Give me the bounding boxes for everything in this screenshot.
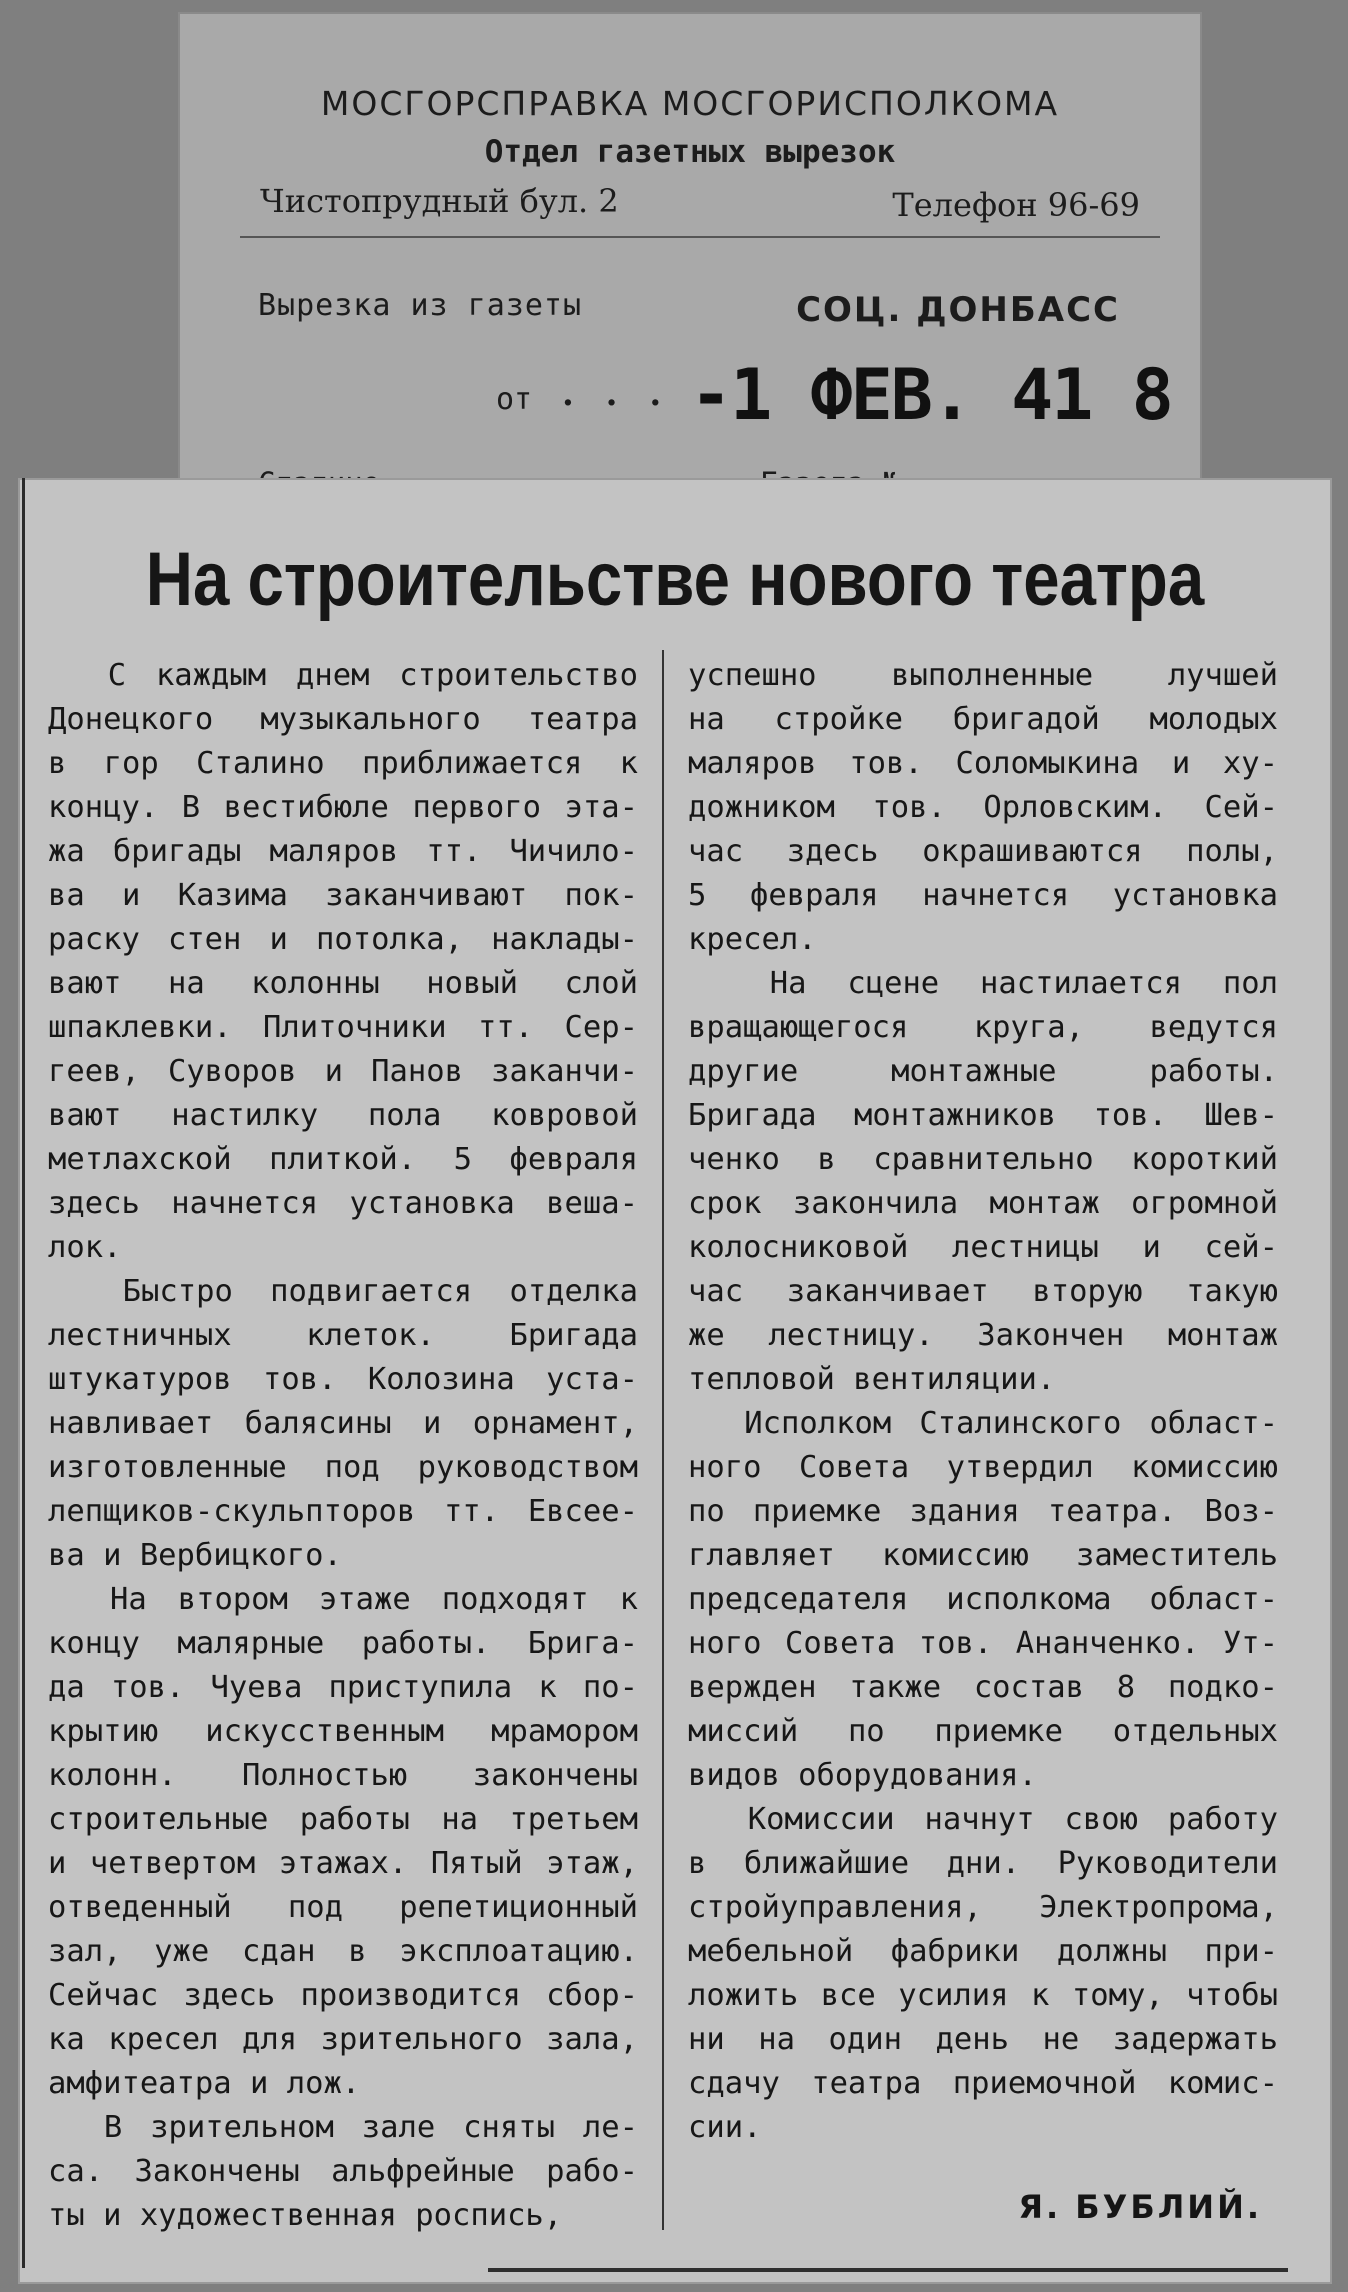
- article-line: сдачу театра приемочной комис-: [688, 2066, 1278, 2101]
- article-line: ченко в сравнительно короткий: [688, 1142, 1278, 1177]
- clipping-edge-rule: [22, 478, 25, 2268]
- article-line: да тов. Чуева приступила к по-: [48, 1670, 638, 1705]
- article-line: и четвертом этажах. Пятый этаж,: [48, 1846, 638, 1881]
- article-line: Бригада монтажников тов. Шев-: [688, 1098, 1278, 1133]
- article-line: ного Совета утвердил комиссию: [688, 1450, 1278, 1485]
- article-line: здесь начнется установка веша-: [48, 1186, 638, 1221]
- article-line: ни на один день не задержать: [688, 2022, 1278, 2057]
- bottom-rule: [488, 2268, 1288, 2272]
- article-line: амфитеатра и лож.: [48, 2066, 361, 2101]
- article-line: в гор Сталино приближается к: [48, 746, 638, 781]
- article-line: Сейчас здесь производится сбор-: [48, 1978, 638, 2013]
- department-name: Отдел газетных вырезок: [484, 134, 896, 170]
- article-line: крытию искусственным мрамором: [48, 1714, 638, 1749]
- article-line: дожником тов. Орловским. Сей-: [688, 790, 1278, 825]
- article-line: вают на колонны новый слой: [48, 966, 638, 1001]
- article-line: в ближайшие дни. Руководители: [688, 1846, 1278, 1881]
- article-line: метлахской плиткой. 5 февраля: [48, 1142, 638, 1177]
- article-line: колонн. Полностью закончены: [48, 1758, 638, 1793]
- date-stamp: -1 ФЕВ. 41 8: [690, 354, 1172, 436]
- article-line: ного Совета тов. Ананченко. Ут-: [688, 1626, 1278, 1661]
- article-line: другие монтажные работы.: [688, 1054, 1278, 1089]
- article-line: вращающегося круга, ведутся: [688, 1010, 1278, 1045]
- date-label: от: [496, 382, 533, 417]
- article-line: председателя исполкома област-: [688, 1582, 1278, 1617]
- article-line: срок закончила монтаж огромной: [688, 1186, 1278, 1221]
- article-line: колосниковой лестницы и сей-: [688, 1230, 1278, 1265]
- article-line: стройуправления, Электропрома,: [688, 1890, 1278, 1925]
- newspaper-name: СОЦ. ДОНБАСС: [796, 290, 1120, 330]
- article-line: миссий по приемке отдельных: [688, 1714, 1278, 1749]
- article-line: строительные работы на третьем: [48, 1802, 638, 1837]
- article-line: видов оборудования.: [688, 1758, 1037, 1793]
- article-line: геев, Суворов и Панов заканчи-: [48, 1054, 638, 1089]
- article-line: ложить все усилия к тому, чтобы: [688, 1978, 1278, 2013]
- article-line: штукатуров тов. Колозина уста-: [48, 1362, 638, 1397]
- article-line: шпаклевки. Плиточники тт. Сер-: [48, 1010, 638, 1045]
- article-line: На втором этаже подходят к: [48, 1582, 638, 1617]
- article-line: лепщиков-скульпторов тт. Евсее-: [48, 1494, 638, 1529]
- article-line: концу. В вестибюле первого эта-: [48, 790, 638, 825]
- article-line: тепловой вентиляции.: [688, 1362, 1056, 1397]
- agency-phone: Телефон 96-69: [892, 186, 1140, 224]
- article-line: концу малярные работы. Брига-: [48, 1626, 638, 1661]
- article-author: Я. БУБЛИЙ.: [1018, 2188, 1262, 2226]
- article-line: на стройке бригадой молодых: [688, 702, 1278, 737]
- article-line: вают настилку пола ковровой: [48, 1098, 638, 1133]
- article-line: ка кресел для зрительного зала,: [48, 2022, 638, 2057]
- column-divider: [662, 650, 664, 2230]
- agency-address: Чистопрудный бул. 2: [260, 182, 619, 220]
- article-line: Донецкого музыкального театра: [48, 702, 638, 737]
- article-column-right: [688, 654, 1278, 2150]
- article-line: же лестницу. Закончен монтаж: [688, 1318, 1278, 1353]
- article-line: ты и художественная роспись,: [48, 2198, 563, 2233]
- article-line: изготовленные под руководством: [48, 1450, 638, 1485]
- article-line: лестничных клеток. Бригада: [48, 1318, 638, 1353]
- agency-name: МОСГОРСПРАВКА МОСГОРИСПОЛКОМА: [320, 84, 1060, 123]
- article-line: са. Закончены альфрейные рабо-: [48, 2154, 638, 2189]
- article-line: В зрительном зале сняты ле-: [48, 2110, 638, 2145]
- article-line: раску стен и потолка, наклады-: [48, 922, 638, 957]
- article-line: С каждым днем строительство: [48, 658, 638, 693]
- article-line: успешно выполненные лучшей: [688, 658, 1278, 693]
- article-line: навливает балясины и орнамент,: [48, 1406, 638, 1441]
- header-rule: [240, 236, 1160, 238]
- article-title: На строительстве нового театра: [145, 537, 1205, 622]
- article-line: лок.: [48, 1230, 122, 1265]
- article-line: ва и Вербицкого.: [48, 1538, 342, 1573]
- clipping-service-header: [180, 14, 1200, 494]
- article-line: маляров тов. Соломыкина и ху-: [688, 746, 1278, 781]
- article-line: главляет комиссию заместитель: [688, 1538, 1278, 1573]
- article-line: жа бригады маляров тт. Чичило-: [48, 834, 638, 869]
- article-line: Комиссии начнут свою работу: [688, 1802, 1278, 1837]
- newspaper-clipping: [18, 478, 1332, 2284]
- date-dots: . . .: [562, 374, 672, 414]
- article-line: сии.: [688, 2110, 762, 2145]
- article-line: На сцене настилается пол: [688, 966, 1278, 1001]
- article-line: час заканчивает вторую такую: [688, 1274, 1278, 1309]
- article-line: зал, уже сдан в эксплоатацию.: [48, 1934, 638, 1969]
- article-line: мебельной фабрики должны при-: [688, 1934, 1278, 1969]
- article-line: отведенный под репетиционный: [48, 1890, 638, 1925]
- article-line: 5 февраля начнется установка: [688, 878, 1278, 913]
- article-line: час здесь окрашиваются полы,: [688, 834, 1278, 869]
- article-column-left: [48, 654, 638, 2238]
- article-line: вержден также состав 8 подко-: [688, 1670, 1278, 1705]
- clip-source-label: Вырезка из газеты: [258, 288, 583, 323]
- article-line: Исполком Сталинского област-: [688, 1406, 1278, 1441]
- article-line: по приемке здания театра. Воз-: [688, 1494, 1278, 1529]
- article-line: кресел.: [688, 922, 817, 957]
- article-line: ва и Казима заканчивают пок-: [48, 878, 638, 913]
- article-line: Быстро подвигается отделка: [48, 1274, 638, 1309]
